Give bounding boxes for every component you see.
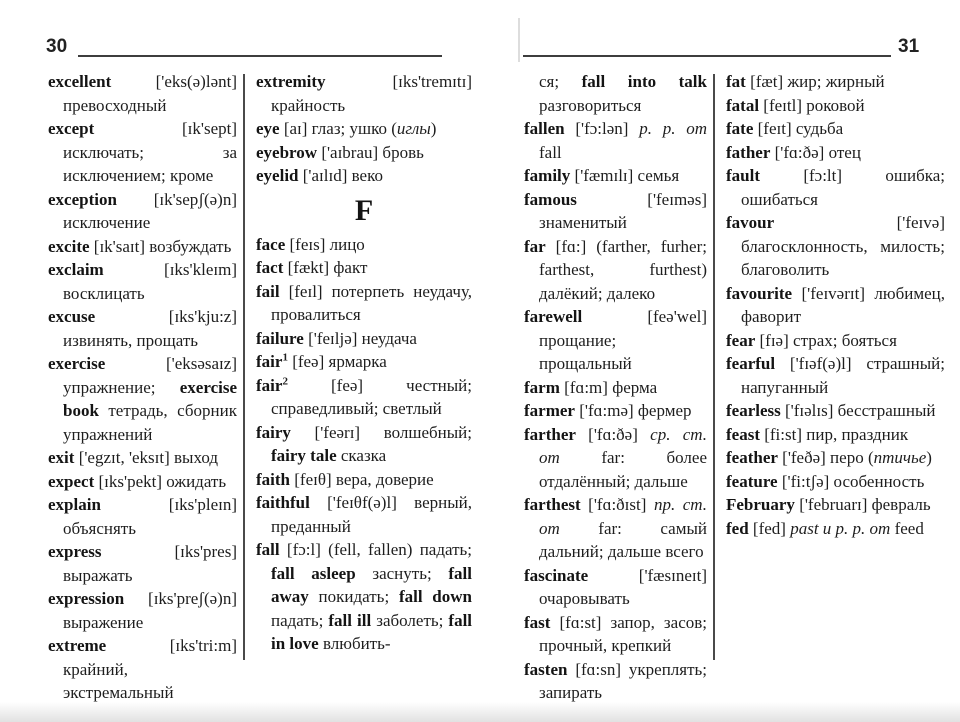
entry-extreme: extreme [ɪks'tri:m] крайний, экстремальный (48, 636, 237, 702)
entry-fair-1: fair$^1$ [feə] ярмарка (256, 351, 387, 371)
entry-favourite: favourite ['feɪvərɪt] любимец, фаворит (726, 283, 945, 326)
entry-father: father ['fɑ:ðə] отец (726, 142, 861, 162)
entry-famous: famous ['feɪməs] знаменитый (524, 189, 707, 232)
entry-eyelid: eyelid ['aɪlɪd] веко (256, 166, 383, 185)
entry-feather: feather ['feðə] перо (птичье) (726, 448, 932, 467)
entry-fasten: fasten [fɑ:sn] укреплять; запирать (524, 659, 707, 702)
entry-excellent: excellent ['eks(ə)lənt] превосходный (48, 72, 237, 115)
page-number-right: 31 (898, 36, 920, 57)
entry-extremity: extremity [ɪks'tremɪtɪ] крайность (256, 72, 472, 115)
entry-fair-2: fair$^2$ [feə] честный; справедливый; светлый (256, 374, 472, 418)
entry-excuse: excuse [ɪks'kju:z] извинять, прощать (48, 307, 237, 350)
entry-farm: farm [fɑ:m] ферма (524, 377, 658, 397)
entry-fault: fault [fɔ:lt] ошибка; ошибаться (726, 166, 945, 209)
header-rule-left (78, 55, 442, 57)
entry-explain: explain [ɪks'pleɪn] объяснять (48, 495, 237, 538)
entry-fat: fat [fæt] жир; жирный (726, 72, 885, 91)
entry-failure: failure ['feɪljə] неудача (256, 328, 417, 348)
entry-exception: exception [ɪk'sepʃ(ə)n] исключение (48, 189, 237, 232)
page-number-left: 30 (46, 36, 68, 57)
entry-fall: fall [fɔ:l] (fell, fallen) падать; fall asleep заснуть; fall away покидать; fall down падать; fall ill заболеть; fall in love влюбить- (256, 540, 473, 653)
entry-expect: expect [ɪks'pekt] ожидать (48, 471, 227, 491)
entry-fail: fail [feɪl] потерпеть неудачу, провалиться (256, 281, 472, 324)
column-divider-right (713, 74, 715, 660)
entry-fascinate: fascinate ['fæsɪneɪt] очаровывать (524, 565, 707, 608)
entry-fatal: fatal [feɪtl] роковой (726, 95, 865, 115)
entry-fallen: fallen ['fɔ:lən] p. p. от fall (524, 119, 707, 162)
entry-farthest: farthest ['fɑ:ðɪst] пр. ст. от far: самый дальний; дальше всего (524, 495, 707, 561)
entry-faithful: faithful ['feɪθf(ə)l] верный, преданный (256, 493, 472, 536)
entry-farther: farther ['fɑ:ðə] ср. ст. от far: более отдалённый; дальше (524, 424, 707, 491)
scan-bottom-shadow (0, 702, 960, 722)
page-31-column-2 (726, 70, 945, 540)
entry-feast: feast [fi:st] пир, праздник (726, 424, 909, 444)
entry-faith: faith [feɪθ] вера, доверие (256, 469, 434, 489)
entry-february: February ['februarɪ] февраль (726, 495, 931, 514)
entry-family: family ['fæmɪlɪ] семья (524, 166, 680, 185)
entry-face: face [feɪs] лицо (256, 234, 365, 254)
entry-fate: fate [feɪt] судьба (726, 119, 844, 138)
page-30-column-1 (48, 70, 237, 705)
entry-fear: fear [fɪə] страх; бояться (726, 330, 897, 350)
section-letter: F (354, 193, 374, 227)
entry-except: except [ɪk'sept] исключать; за исключением; кроме (48, 119, 237, 185)
entry-exercise: exercise ['eksəsaɪz] упражнение; exercise book тетрадь, сборник упражнений (48, 354, 237, 444)
entry-continuation: ся; fall into talk разговориться (539, 72, 707, 115)
entry-express: express [ɪks'pres] выражать (48, 542, 237, 585)
entry-farewell: farewell [feə'wel] прощание; прощальный (524, 307, 707, 373)
entry-fearful: fearful ['fɪəf(ə)l] страшный; напуганный (726, 354, 945, 397)
entry-farmer: farmer ['fɑ:mə] фермер (524, 401, 692, 420)
entry-favour: favour ['feɪvə] благосклонность, милость; благоволить (726, 213, 945, 279)
entry-expression: expression [ɪks'preʃ(ə)n] выражение (48, 589, 237, 632)
page-30-column-2 (256, 70, 472, 656)
entry-fairy: fairy ['feərɪ] волшебный; fairy tale сказка (256, 422, 472, 465)
entry-exclaim: exclaim [ɪks'kleɪm] восклицать (48, 260, 237, 303)
entry-fast: fast [fɑ:st] запор, засов; прочный, крепкий (524, 612, 707, 655)
entry-far: far [fɑ:] (farther, furher; farthest, furthest) далёкий; далеко (524, 236, 707, 303)
entry-eye: eye [aɪ] глаз; ушко (иглы) (256, 119, 437, 138)
entry-fearless: fearless ['fɪəlɪs] бесстрашный (726, 401, 936, 420)
entry-fact: fact [fækt] факт (256, 258, 368, 277)
entry-fed: fed [fed] past и p. p. от feed (726, 518, 924, 538)
entry-excite: excite [ɪk'saɪt] возбуждать (48, 236, 232, 256)
entry-eyebrow: eyebrow ['aɪbrau] бровь (256, 142, 424, 162)
header-rule-right (523, 55, 891, 57)
column-divider-left (243, 74, 245, 660)
page-31-column-1 (524, 70, 707, 705)
page-gutter-shadow (518, 18, 520, 62)
entry-feature: feature ['fi:tʃə] особенность (726, 471, 925, 491)
entry-exit: exit ['egzɪt, 'eksɪt] выход (48, 448, 218, 467)
